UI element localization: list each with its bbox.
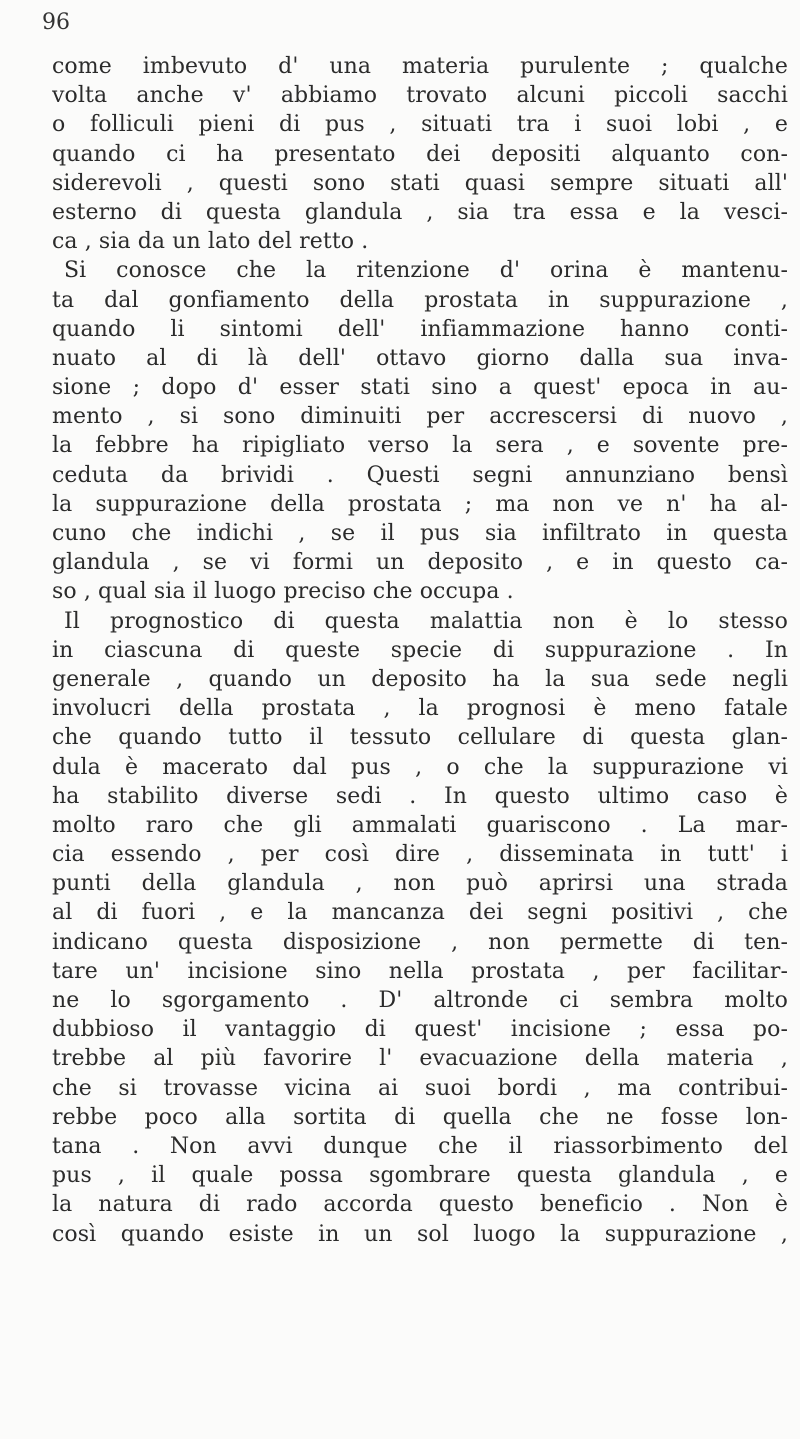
text-line: nuato al di là dell' ottavo giorno dalla sua inva- [52,345,788,371]
text-line: punti della glandula , non può aprirsi una strada [52,871,788,897]
text-line: cuno che indichi , se il pus sia infiltrato in questa [52,521,788,546]
text-line: indicano questa disposizione , non permette di ten- [52,929,788,955]
text-line: glandula , se vi formi un deposito , e in questo ca- [52,550,788,576]
text-line: Il prognostico di questa malattia non è lo stesso [64,608,788,634]
page-number: 96 [42,10,70,35]
text-line: ha stabilito diverse sedi . In questo ultimo caso è [52,783,788,809]
text-line: ta dal gonfiamento della prostata in suppurazione , [52,287,788,313]
text-line: cia essendo , per così dire , disseminata in tutt' i [52,842,788,868]
text-line: ceduta da brividi . Questi segni annunziano bensì [52,462,788,488]
text-line: pus , il quale possa sgombrare questa glandula , e [52,1163,788,1189]
text-line: ne lo sgorgamento . D' altronde ci sembra molto [52,988,788,1013]
text-line: Si conosce che la ritenzione d' orina è mantenu- [64,258,788,284]
text-line: esterno di questa glandula , sia tra essa e la vesci- [52,199,788,225]
text-line: molto raro che gli ammalati guariscono . La mar- [52,812,788,838]
text-line: quando li sintomi dell' infiammazione hanno conti- [52,316,788,342]
text-line: dula è macerato dal pus , o che la suppurazione vi [52,754,788,780]
text-line: quando ci ha presentato dei depositi alquanto con- [52,141,788,167]
text-line: o folliculi pieni di pus , situati tra i suoi lobi , e [52,112,788,138]
text-line: la suppurazione della prostata ; ma non ve n' ha al- [52,491,788,517]
text-line: siderevoli , questi sono stati quasi sempre situati all' [52,170,788,196]
text-line: sione ; dopo d' esser stati sino a quest' epoca in au- [52,375,788,401]
text-line: volta anche v' abbiamo trovato alcuni piccoli sacchi [52,83,788,109]
text-line: so , qual sia il luogo preciso che occupa . [52,579,514,605]
text-line: la febbre ha ripigliato verso la sera , e sovente pre- [52,433,788,459]
text-line: tare un' incisione sino nella prostata , per facilitar- [52,958,788,984]
body-text [52,52,788,1249]
text-line: involucri della prostata , la prognosi è meno fatale [52,696,788,722]
text-line: che quando tutto il tessuto cellulare di questa glan- [52,725,788,751]
text-line: come imbevuto d' una materia purulente ; qualche [52,54,788,79]
text-line: la natura di rado accorda questo beneficio . Non è [52,1192,788,1218]
text-line: che si trovasse vicina ai suoi bordi , ma contribui- [52,1075,788,1101]
text-line: al di fuori , e la mancanza dei segni positivi , che [52,900,788,926]
text-line: in ciascuna di queste specie di suppurazione . In [52,637,788,663]
text-line: mento , si sono diminuiti per accrescersi di nuovo , [52,404,788,430]
text-line: così quando esiste in un sol luogo la suppurazione , [52,1221,788,1247]
text-line: rebbe poco alla sortita di quella che ne fosse lon- [52,1104,788,1130]
text-line: dubbioso il vantaggio di quest' incisione ; essa po- [52,1017,788,1043]
text-line: generale , quando un deposito ha la sua sede negli [52,666,788,692]
text-line: tana . Non avvi dunque che il riassorbimento del [52,1133,788,1159]
text-line: trebbe al più favorire l' evacuazione della materia , [52,1046,788,1072]
text-line: ca , sia da un lato del retto . [52,229,369,255]
